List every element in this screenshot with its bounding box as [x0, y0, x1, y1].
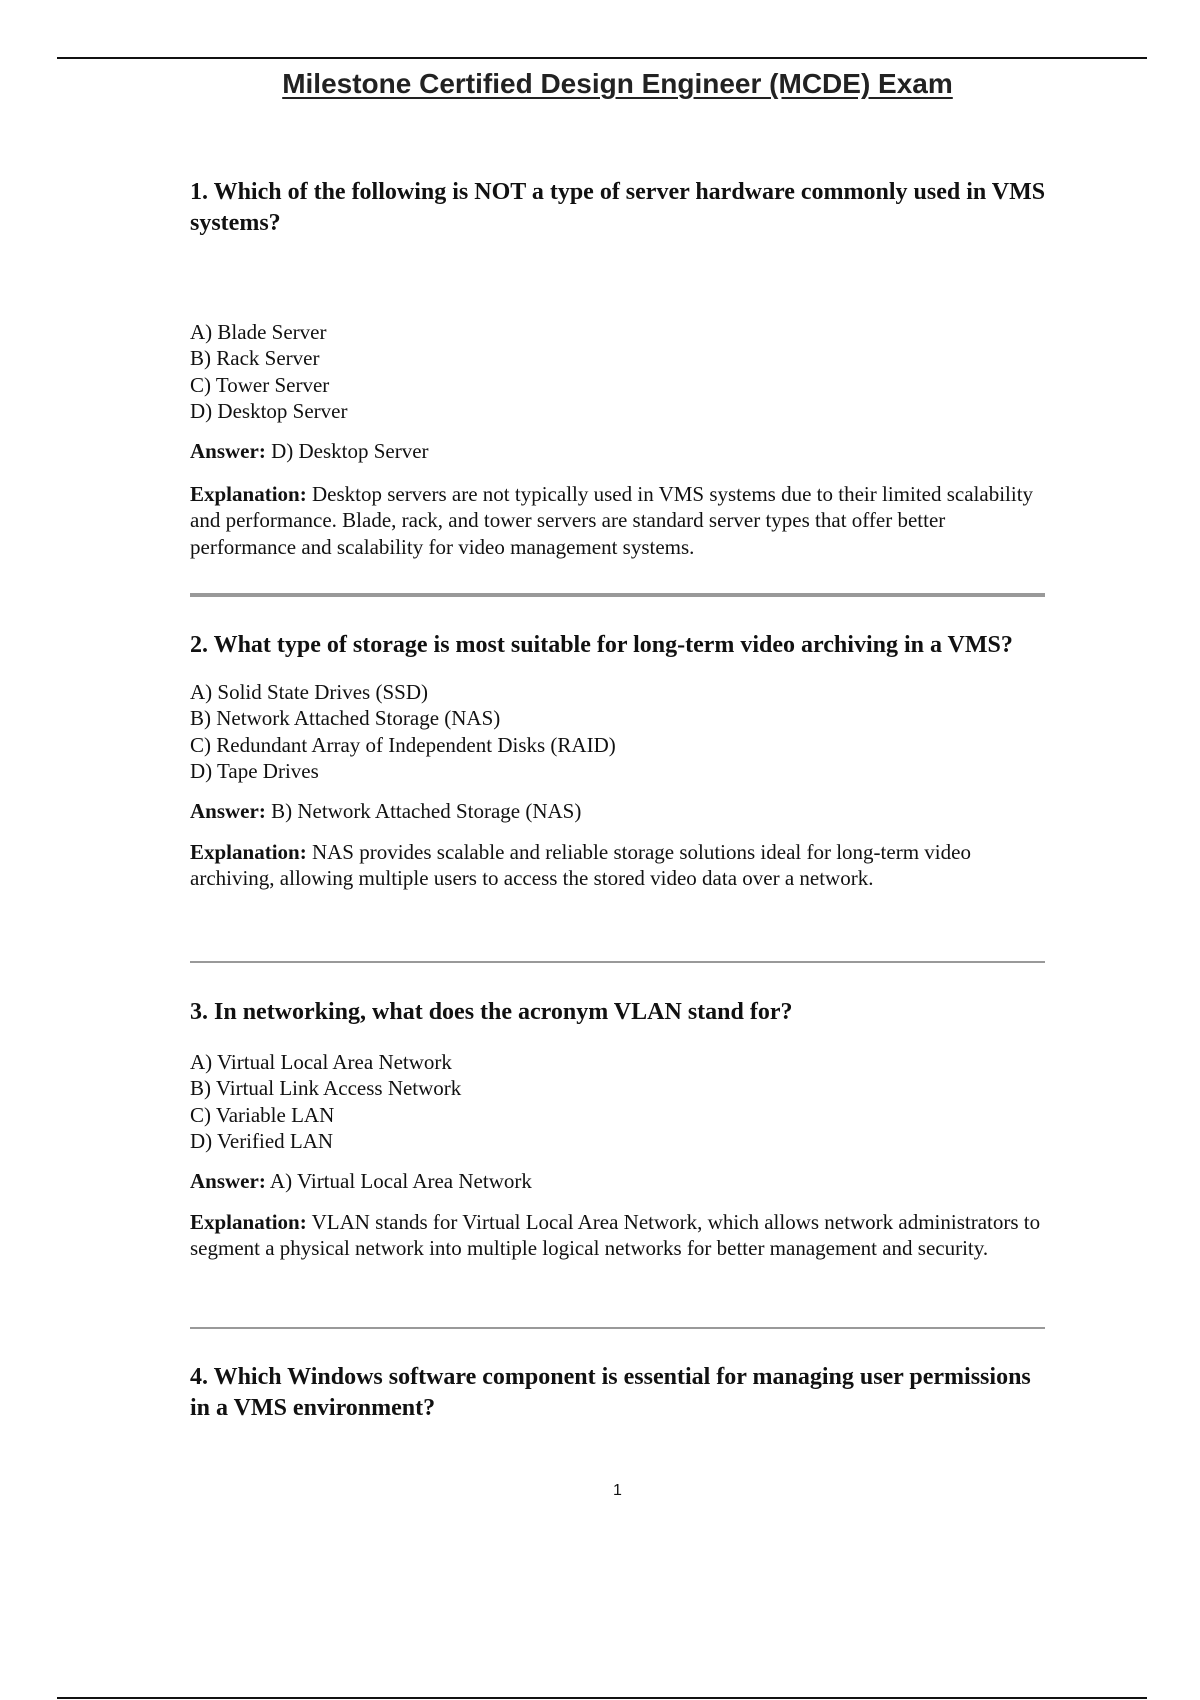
answer [190, 1168, 1050, 1195]
option: C) Redundant Array of Independent Disks (RAID) [190, 732, 616, 757]
page-number: 1 [613, 1482, 622, 1499]
option: B) Virtual Link Access Network [190, 1076, 462, 1101]
question-text: 2. What type of storage is most suitable for long-term video archiving in a VMS? [190, 632, 1013, 658]
answer-value: B) Network Attached Storage (NAS) [271, 799, 582, 824]
option: A) Blade Server [190, 320, 327, 344]
answer [190, 798, 1050, 825]
option: B) Rack Server [190, 346, 320, 371]
explanation-text: NAS provides scalable and reliable storage solutions ideal for long-term video archiving, allowing multiple users to access the stored video data over a network. [190, 839, 971, 891]
option: D) Desktop Server [190, 398, 348, 423]
option: B) Network Attached Storage (NAS) [190, 706, 501, 731]
question-1 [190, 177, 1050, 239]
explanation-text: Desktop servers are not typically used in VMS systems due to their limited scalability and performance. Blade, rack, and tower servers are standard server types that offer better performance and scalability for video management systems. [190, 481, 1034, 559]
option: D) Verified LAN [190, 1128, 334, 1153]
question-2 [190, 630, 1050, 892]
question-4 [190, 1362, 1050, 1424]
question-text: 3. In networking, what does the acronym VLAN stand for? [190, 999, 793, 1025]
answer-label: Answer: [190, 439, 266, 464]
question-text: 1. Which of the following is NOT a type of server hardware commonly used in VMS systems? [190, 179, 1046, 236]
explanation [190, 1209, 1050, 1262]
option: D) Tape Drives [190, 758, 319, 783]
option: C) Variable LAN [190, 1102, 335, 1127]
question-text: 4. Which Windows software component is essential for managing user permissions in a VMS environment? [190, 1364, 1031, 1421]
option: A) Virtual Local Area Network [190, 1050, 452, 1074]
divider [190, 961, 1045, 963]
explanation [190, 481, 1050, 561]
answer-label: Answer: [190, 799, 266, 824]
option: A) Solid State Drives (SSD) [190, 680, 428, 704]
divider [190, 593, 1045, 597]
divider [190, 1327, 1045, 1329]
answer-value: D) Desktop Server [271, 439, 429, 464]
answer-label: Answer: [190, 1169, 266, 1194]
answer [190, 438, 1050, 465]
answer-value: A) Virtual Local Area Network [269, 1169, 532, 1194]
explanation [190, 839, 1050, 892]
question-1-options [190, 319, 1050, 560]
option: C) Tower Server [190, 372, 330, 397]
header-rule [57, 57, 1147, 59]
page-title: Milestone Certified Design Engineer (MCDE) Exam [282, 68, 953, 99]
explanation-text: VLAN stands for Virtual Local Area Network, which allows network administrators to segment a physical network into multiple logical networks for better management and security. [190, 1209, 1041, 1261]
explanation-label: Explanation: [190, 481, 307, 506]
footer-rule [57, 1697, 1147, 1699]
explanation-label: Explanation: [190, 839, 307, 864]
explanation-label: Explanation: [190, 1209, 307, 1234]
question-3 [190, 997, 1050, 1262]
